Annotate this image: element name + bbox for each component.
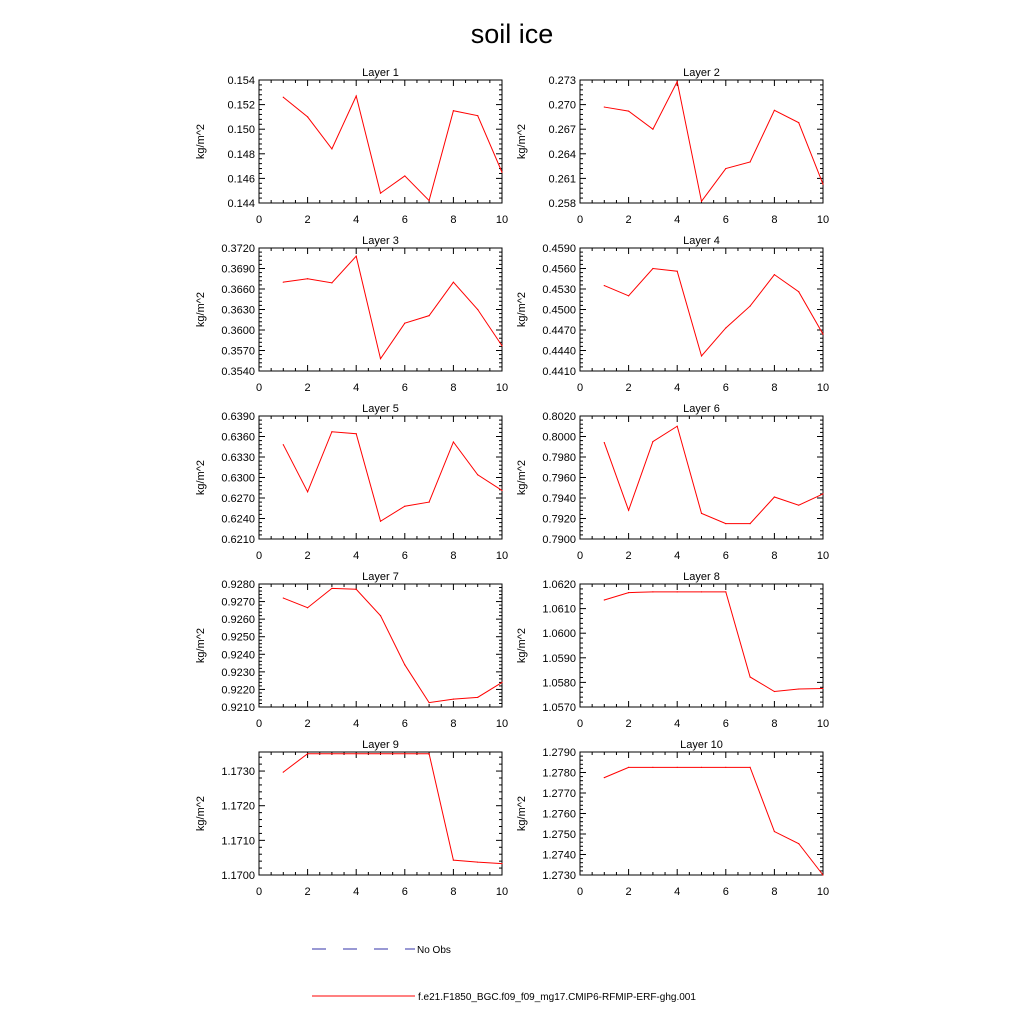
panel-layer-7 <box>195 571 508 730</box>
x-tick-label: 10 <box>816 886 830 898</box>
x-tick-label: 4 <box>674 382 681 394</box>
data-point <box>628 295 629 296</box>
data-point <box>404 506 405 507</box>
data-point <box>750 305 751 306</box>
data-point <box>429 315 430 316</box>
panel-title: Layer 5 <box>362 403 399 415</box>
data-point <box>652 767 653 768</box>
model-series-line <box>283 588 502 702</box>
y-tick-label: 0.144 <box>227 198 255 210</box>
data-point <box>774 831 775 832</box>
x-tick-label: 4 <box>353 382 360 394</box>
data-point <box>628 767 629 768</box>
x-tick-label: 4 <box>353 718 360 730</box>
y-tick-label: 1.2790 <box>542 747 576 759</box>
y-tick-label: 1.2780 <box>542 767 576 780</box>
y-tick-label: 0.3570 <box>221 345 255 358</box>
model-series-line <box>604 592 823 692</box>
data-point <box>725 591 726 592</box>
data-point <box>652 591 653 592</box>
x-tick-label: 0 <box>576 214 584 226</box>
x-tick-label: 2 <box>304 382 311 394</box>
plot-frame <box>580 248 823 371</box>
data-point <box>331 588 332 589</box>
data-point <box>380 358 381 359</box>
data-point <box>283 771 284 772</box>
x-tick-label: 8 <box>450 550 457 562</box>
data-point <box>798 122 799 123</box>
data-point <box>701 513 702 514</box>
data-point <box>604 285 605 286</box>
y-axis-label: kg/m^2 <box>516 123 528 160</box>
y-tick-label: 0.9240 <box>221 649 255 662</box>
panels <box>195 67 829 898</box>
x-tick-label: 4 <box>674 718 681 730</box>
x-tick-label: 6 <box>722 550 729 562</box>
y-tick-label: 0.7960 <box>542 472 576 485</box>
model-series-line <box>604 426 823 523</box>
x-tick-label: 0 <box>255 718 263 730</box>
data-point <box>380 193 381 194</box>
y-tick-label: 1.1710 <box>221 835 255 848</box>
y-tick-label: 0.4500 <box>542 304 576 317</box>
data-point <box>331 753 332 754</box>
legend-obs-label: No Obs <box>417 945 451 956</box>
x-tick-label: 6 <box>722 718 729 730</box>
panel-layer-1 <box>195 67 508 226</box>
x-tick-label: 2 <box>625 382 632 394</box>
data-point <box>307 753 308 754</box>
data-point <box>477 474 478 475</box>
y-tick-label: 0.9250 <box>221 631 255 644</box>
data-point <box>701 767 702 768</box>
data-point <box>477 862 478 863</box>
y-tick-label: 0.4560 <box>542 263 576 276</box>
data-point <box>331 431 332 432</box>
y-tick-label: 0.7900 <box>542 534 576 546</box>
y-tick-label: 0.258 <box>548 198 576 210</box>
data-point <box>283 597 284 598</box>
y-tick-label: 0.6360 <box>221 431 255 444</box>
y-tick-label: 0.150 <box>227 124 255 137</box>
data-point <box>477 697 478 698</box>
y-axis-label: kg/m^2 <box>516 291 528 328</box>
x-tick-label: 8 <box>771 382 778 394</box>
x-tick-label: 2 <box>304 886 311 898</box>
data-point <box>404 175 405 176</box>
data-point <box>725 767 726 768</box>
data-point <box>750 767 751 768</box>
x-tick-label: 8 <box>771 886 778 898</box>
model-series-line <box>283 256 502 359</box>
data-point <box>774 691 775 692</box>
data-point <box>356 256 357 257</box>
model-series-line <box>604 767 823 875</box>
y-axis-label: kg/m^2 <box>516 459 528 496</box>
y-tick-label: 1.2750 <box>542 829 576 841</box>
panel-title: Layer 1 <box>362 67 399 79</box>
data-point <box>750 523 751 524</box>
y-tick-label: 0.4590 <box>542 243 576 255</box>
data-point <box>283 282 284 283</box>
y-tick-label: 1.2740 <box>542 849 576 862</box>
plot-frame <box>580 584 823 707</box>
data-point <box>380 521 381 522</box>
panel-layer-6 <box>516 403 829 562</box>
data-point <box>477 309 478 310</box>
x-tick-label: 10 <box>495 718 509 730</box>
x-tick-label: 2 <box>625 718 632 730</box>
x-tick-label: 4 <box>674 550 681 562</box>
y-tick-label: 1.0620 <box>542 579 576 591</box>
x-tick-label: 10 <box>495 382 509 394</box>
panel-layer-9 <box>195 739 508 898</box>
y-tick-label: 0.273 <box>548 75 576 87</box>
data-point <box>331 148 332 149</box>
data-point <box>822 334 823 335</box>
data-point <box>501 490 502 491</box>
y-tick-label: 0.3660 <box>221 284 255 296</box>
x-tick-label: 6 <box>401 382 408 394</box>
model-series-line <box>604 82 823 202</box>
y-tick-label: 0.152 <box>227 99 255 112</box>
data-point <box>701 591 702 592</box>
data-point <box>331 282 332 283</box>
panel-title: Layer 4 <box>683 235 720 247</box>
y-tick-label: 0.9260 <box>221 614 255 627</box>
x-tick-label: 4 <box>674 214 681 226</box>
y-tick-label: 1.1720 <box>221 800 255 813</box>
data-point <box>307 116 308 117</box>
panel-layer-10 <box>516 739 829 898</box>
data-point <box>307 607 308 608</box>
plot-frame <box>580 752 823 875</box>
data-point <box>701 201 702 202</box>
plot-frame <box>580 80 823 203</box>
data-point <box>652 441 653 442</box>
panel-layer-2 <box>516 67 829 226</box>
plot-frame <box>259 80 502 203</box>
y-axis-label: kg/m^2 <box>195 795 207 832</box>
panel-layer-4 <box>516 235 829 394</box>
data-point <box>725 523 726 524</box>
y-tick-label: 1.2770 <box>542 788 576 800</box>
y-tick-label: 1.2760 <box>542 808 576 821</box>
y-axis-label: kg/m^2 <box>195 123 207 160</box>
y-tick-label: 0.9230 <box>221 666 255 679</box>
model-series-line <box>283 432 502 522</box>
data-point <box>429 200 430 201</box>
data-point <box>725 168 726 169</box>
x-tick-label: 10 <box>816 550 830 562</box>
x-tick-label: 4 <box>353 550 360 562</box>
x-tick-label: 2 <box>304 214 311 226</box>
x-tick-label: 2 <box>304 718 311 730</box>
y-tick-label: 0.3630 <box>221 304 255 317</box>
data-point <box>652 129 653 130</box>
x-tick-label: 6 <box>401 886 408 898</box>
data-point <box>750 161 751 162</box>
y-tick-label: 0.4440 <box>542 345 576 358</box>
legend <box>312 945 696 1003</box>
y-tick-label: 0.4410 <box>542 366 576 378</box>
x-tick-label: 0 <box>255 214 263 226</box>
x-tick-label: 8 <box>450 886 457 898</box>
data-point <box>725 327 726 328</box>
y-tick-label: 1.2730 <box>542 870 576 882</box>
data-point <box>652 268 653 269</box>
data-point <box>604 599 605 600</box>
y-tick-label: 0.9280 <box>221 579 255 591</box>
y-tick-label: 1.0580 <box>542 677 576 690</box>
x-tick-label: 10 <box>495 886 509 898</box>
y-tick-label: 1.1730 <box>221 766 255 779</box>
y-tick-label: 0.267 <box>548 124 576 137</box>
data-point <box>501 863 502 864</box>
x-tick-label: 8 <box>771 550 778 562</box>
y-tick-label: 0.7980 <box>542 452 576 464</box>
plot-frame <box>259 248 502 371</box>
panel-layer-8 <box>516 571 829 730</box>
data-point <box>677 767 678 768</box>
data-point <box>453 860 454 861</box>
x-tick-label: 0 <box>576 886 584 898</box>
y-tick-label: 1.0590 <box>542 652 576 665</box>
y-tick-label: 0.4530 <box>542 284 576 296</box>
model-series-line <box>283 96 502 201</box>
y-tick-label: 0.9220 <box>221 684 255 697</box>
data-point <box>604 442 605 443</box>
y-tick-label: 0.9270 <box>221 596 255 609</box>
y-tick-label: 0.3720 <box>221 243 255 255</box>
y-tick-label: 0.264 <box>548 148 576 161</box>
y-tick-label: 1.0600 <box>542 628 576 641</box>
data-point <box>677 81 678 82</box>
data-point <box>356 95 357 96</box>
panel-title: Layer 8 <box>683 571 720 583</box>
x-tick-label: 0 <box>576 382 584 394</box>
y-tick-label: 0.154 <box>227 75 255 87</box>
data-point <box>429 502 430 503</box>
panel-title: Layer 3 <box>362 235 399 247</box>
x-tick-label: 8 <box>771 718 778 730</box>
panel-title: Layer 9 <box>362 739 399 751</box>
data-point <box>404 664 405 665</box>
data-point <box>356 433 357 434</box>
x-tick-label: 0 <box>576 718 584 730</box>
x-tick-label: 10 <box>816 718 830 730</box>
y-tick-label: 1.0570 <box>542 702 576 714</box>
data-point <box>628 592 629 593</box>
x-tick-label: 10 <box>495 550 509 562</box>
y-tick-label: 1.0610 <box>542 603 576 616</box>
y-axis-label: kg/m^2 <box>195 291 207 328</box>
y-tick-label: 0.9210 <box>221 702 255 714</box>
y-tick-label: 0.8020 <box>542 411 576 423</box>
data-point <box>356 753 357 754</box>
data-point <box>501 682 502 683</box>
x-tick-label: 10 <box>816 214 830 226</box>
data-point <box>604 777 605 778</box>
x-tick-label: 4 <box>353 214 360 226</box>
y-tick-label: 0.3690 <box>221 263 255 276</box>
data-point <box>404 753 405 754</box>
panel-layer-3 <box>195 235 508 394</box>
y-tick-label: 0.3600 <box>221 325 255 337</box>
y-tick-label: 0.6240 <box>221 513 255 526</box>
x-tick-label: 10 <box>816 382 830 394</box>
model-series-line <box>604 269 823 356</box>
y-tick-label: 0.7940 <box>542 493 576 505</box>
data-point <box>774 496 775 497</box>
panel-layer-5 <box>195 403 508 562</box>
y-axis-label: kg/m^2 <box>195 459 207 496</box>
x-tick-label: 0 <box>255 550 263 562</box>
x-tick-label: 6 <box>722 382 729 394</box>
y-tick-label: 0.6300 <box>221 472 255 485</box>
y-tick-label: 1.1700 <box>221 870 255 882</box>
data-point <box>798 688 799 689</box>
x-tick-label: 6 <box>401 550 408 562</box>
x-tick-label: 2 <box>625 550 632 562</box>
y-axis-label: kg/m^2 <box>195 627 207 664</box>
data-point <box>822 688 823 689</box>
y-tick-label: 0.261 <box>548 173 576 186</box>
panel-title: Layer 10 <box>680 739 723 751</box>
y-tick-label: 0.148 <box>227 148 255 161</box>
x-tick-label: 6 <box>401 718 408 730</box>
x-tick-label: 0 <box>576 550 584 562</box>
data-point <box>380 753 381 754</box>
data-point <box>477 115 478 116</box>
panel-title: Layer 2 <box>683 67 720 79</box>
data-point <box>307 491 308 492</box>
x-tick-label: 2 <box>625 214 632 226</box>
x-tick-label: 4 <box>353 886 360 898</box>
y-tick-label: 0.7920 <box>542 513 576 526</box>
data-point <box>453 698 454 699</box>
data-point <box>453 282 454 283</box>
y-tick-label: 0.4470 <box>542 325 576 337</box>
panel-title: Layer 6 <box>683 403 720 415</box>
y-tick-label: 0.6210 <box>221 534 255 546</box>
data-point <box>677 426 678 427</box>
data-point <box>822 874 823 875</box>
x-tick-label: 8 <box>771 214 778 226</box>
data-point <box>798 291 799 292</box>
data-point <box>774 274 775 275</box>
x-tick-label: 0 <box>255 382 263 394</box>
data-point <box>429 702 430 703</box>
data-point <box>798 843 799 844</box>
data-point <box>774 110 775 111</box>
x-tick-label: 6 <box>401 214 408 226</box>
x-tick-label: 4 <box>674 886 681 898</box>
y-tick-label: 0.6330 <box>221 452 255 464</box>
panel-title: Layer 7 <box>362 571 399 583</box>
data-point <box>283 444 284 445</box>
data-point <box>380 615 381 616</box>
y-tick-label: 0.6390 <box>221 411 255 423</box>
plot-frame <box>259 752 502 875</box>
data-point <box>628 111 629 112</box>
x-tick-label: 8 <box>450 718 457 730</box>
x-tick-label: 0 <box>255 886 263 898</box>
data-point <box>677 591 678 592</box>
data-point <box>501 345 502 346</box>
model-series-line <box>283 754 502 864</box>
data-point <box>798 505 799 506</box>
x-tick-label: 2 <box>625 886 632 898</box>
data-point <box>429 753 430 754</box>
data-point <box>501 172 502 173</box>
x-tick-label: 2 <box>304 550 311 562</box>
data-point <box>404 323 405 324</box>
data-point <box>677 271 678 272</box>
y-axis-label: kg/m^2 <box>516 627 528 664</box>
y-tick-label: 0.8000 <box>542 431 576 444</box>
y-tick-label: 0.146 <box>227 173 255 186</box>
data-point <box>453 441 454 442</box>
x-tick-label: 8 <box>450 382 457 394</box>
data-point <box>356 589 357 590</box>
data-point <box>822 493 823 494</box>
y-tick-label: 0.270 <box>548 99 576 112</box>
y-axis-label: kg/m^2 <box>516 795 528 832</box>
data-point <box>822 184 823 185</box>
data-point <box>628 510 629 511</box>
x-tick-label: 6 <box>722 886 729 898</box>
data-point <box>453 110 454 111</box>
x-tick-label: 6 <box>722 214 729 226</box>
data-point <box>604 106 605 107</box>
x-tick-label: 10 <box>495 214 509 226</box>
y-tick-label: 0.3540 <box>221 366 255 378</box>
x-tick-label: 8 <box>450 214 457 226</box>
y-tick-label: 0.6270 <box>221 493 255 505</box>
figure-title: soil ice <box>470 19 554 49</box>
legend-model-label: f.e21.F1850_BGC.f09_f09_mg17.CMIP6-RFMIP-ERF-ghg.001 <box>418 992 696 1003</box>
data-point <box>307 278 308 279</box>
data-point <box>701 355 702 356</box>
data-point <box>283 97 284 98</box>
data-point <box>750 676 751 677</box>
